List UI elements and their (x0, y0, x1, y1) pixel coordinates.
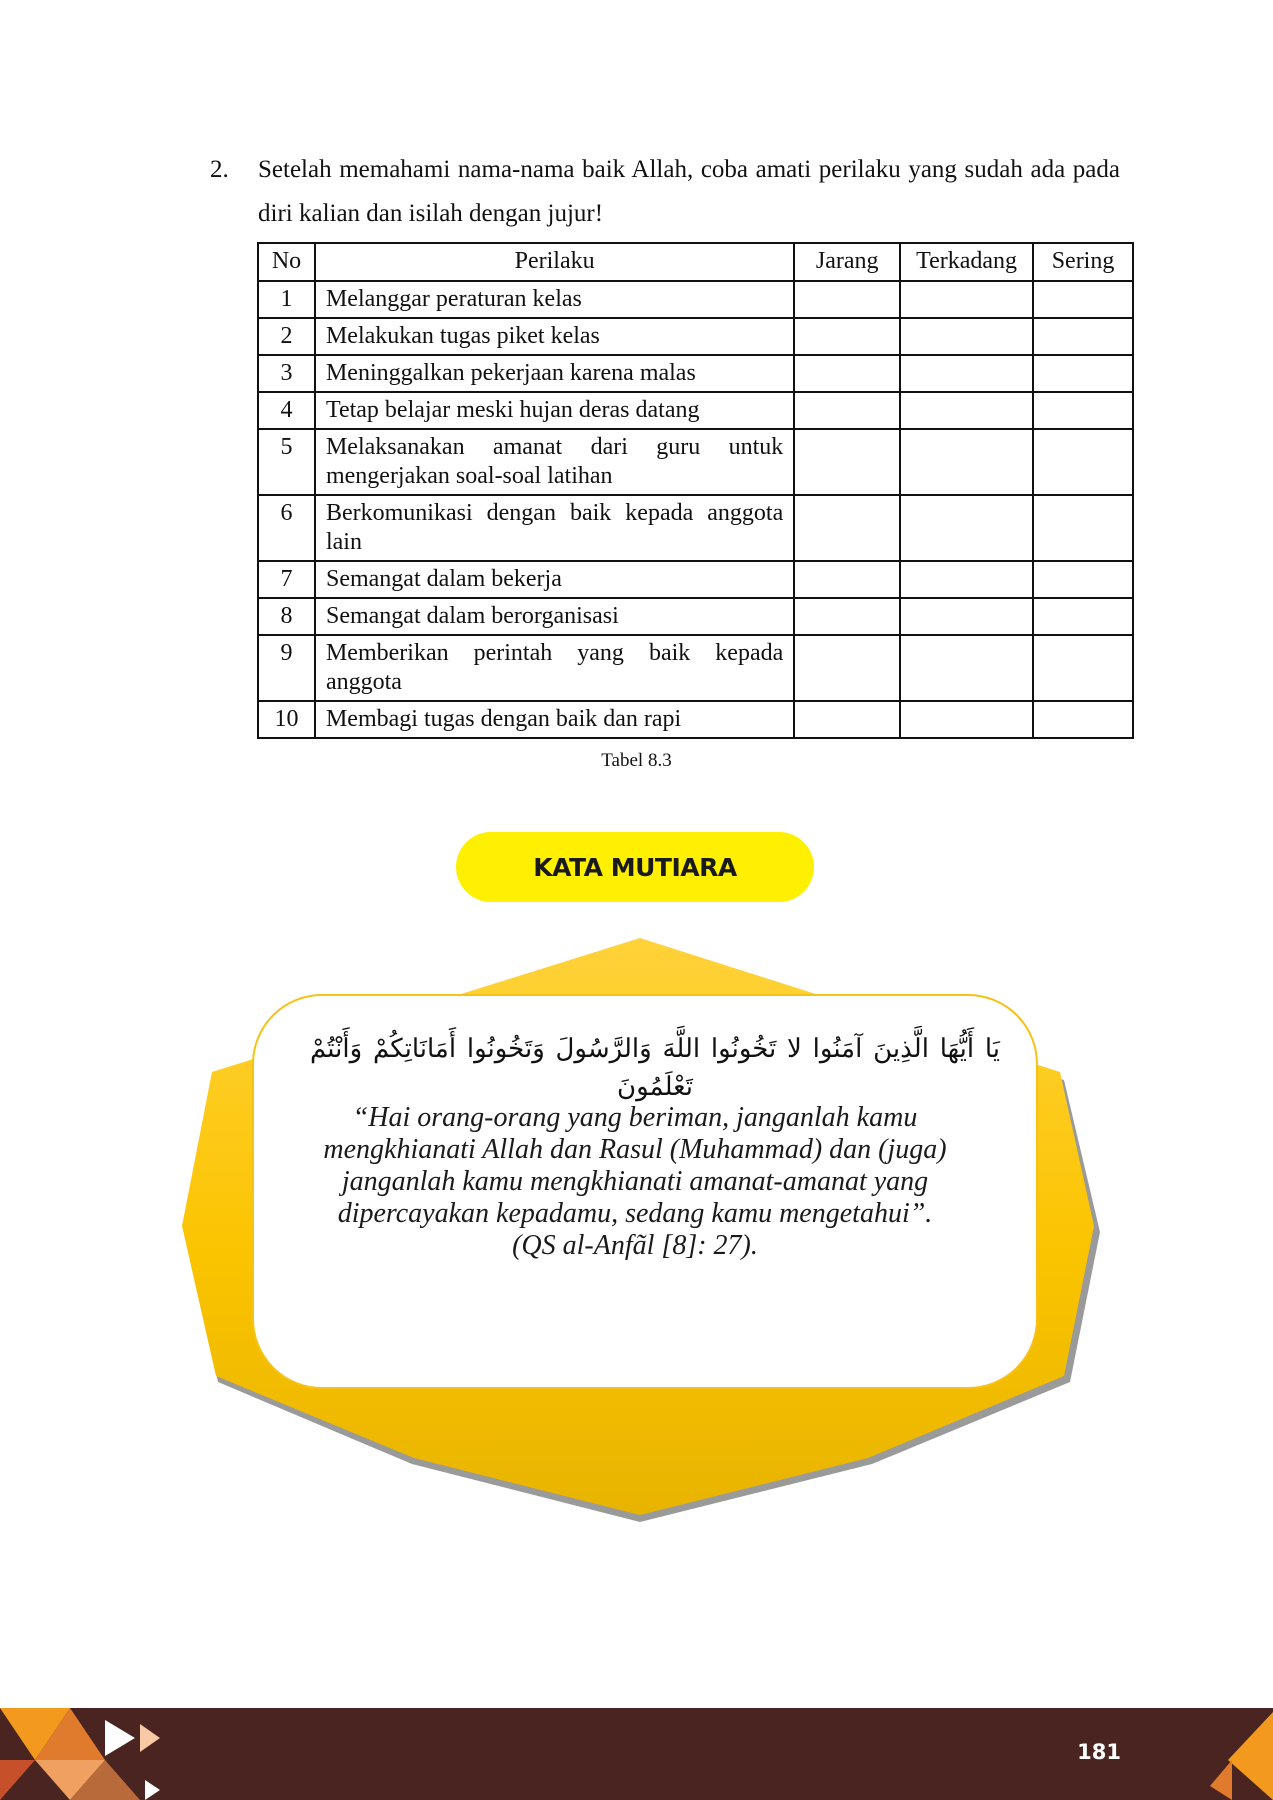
header-no: No (258, 243, 315, 281)
row-number: 10 (258, 701, 315, 738)
verse-reference: (QS al-Anfãl [8]: 27). (512, 1230, 758, 1261)
triangle-decoration (0, 1760, 35, 1800)
arabic-verse: يَا أَيُّهَا الَّذِينَ آمَنُوا لا تَخُونُوا اللَّهَ وَالرَّسُولَ وَتَخُونُوا أَمَانَاتِكُمْ وَأَنْتُمْ تَعْلَمُونَ (310, 1034, 1000, 1102)
triangle-decoration (140, 1724, 160, 1752)
row-number: 7 (258, 561, 315, 598)
triangle-decoration (145, 1780, 160, 1800)
row-number: 3 (258, 355, 315, 392)
row-perilaku: Tetap belajar meski hujan deras datang (315, 392, 794, 429)
row-perilaku: Semangat dalam bekerja (315, 561, 794, 598)
row-number: 9 (258, 635, 315, 701)
header-perilaku: Perilaku (315, 243, 794, 281)
triangle-decoration (1210, 1760, 1232, 1800)
triangle-decoration (105, 1720, 135, 1756)
kata-mutiara-title: KATA MUTIARA (456, 832, 814, 902)
row-number: 4 (258, 392, 315, 429)
triangle-decoration (1228, 1712, 1273, 1800)
row-number: 8 (258, 598, 315, 635)
row-perilaku: Semangat dalam berorganisasi (315, 598, 794, 635)
row-perilaku: Melanggar peraturan kelas (315, 281, 794, 318)
header-terkadang: Terkadang (900, 243, 1033, 281)
row-perilaku: Memberikan perintah yang baik kepada anggota (315, 635, 794, 701)
row-number: 1 (258, 281, 315, 318)
instruction-number: 2. (210, 156, 229, 183)
header-sering: Sering (1033, 243, 1133, 281)
translation-line: “Hai orang-orang yang beriman, janganlah kamu (352, 1102, 918, 1133)
row-perilaku: Membagi tugas dengan baik dan rapi (315, 701, 794, 738)
row-perilaku: Melaksanakan amanat dari guru untuk mengerjakan soal-soal latihan (315, 429, 794, 495)
row-number: 5 (258, 429, 315, 495)
instruction-text: Setelah memahami nama-nama baik Allah, coba amati perilaku yang sudah ada pada diri kalian dan isilah dengan jujur! (258, 156, 1120, 227)
page-number: 181 (1077, 1740, 1121, 1764)
translation-line: dipercayakan kepadamu, sedang kamu mengetahui”. (337, 1198, 933, 1229)
translation-line: janganlah kamu mengkhianati amanat-amanat yang (341, 1166, 929, 1197)
row-number: 2 (258, 318, 315, 355)
row-perilaku: Melakukan tugas piket kelas (315, 318, 794, 355)
row-perilaku: Meninggalkan pekerjaan karena malas (315, 355, 794, 392)
header-jarang: Jarang (794, 243, 900, 281)
row-perilaku: Berkomunikasi dengan baik kepada anggota lain (315, 495, 794, 561)
table-caption: Tabel 8.3 (601, 750, 672, 771)
translation-line: mengkhianati Allah dan Rasul (Muhammad) dan (juga) (323, 1134, 947, 1165)
row-number: 6 (258, 495, 315, 561)
